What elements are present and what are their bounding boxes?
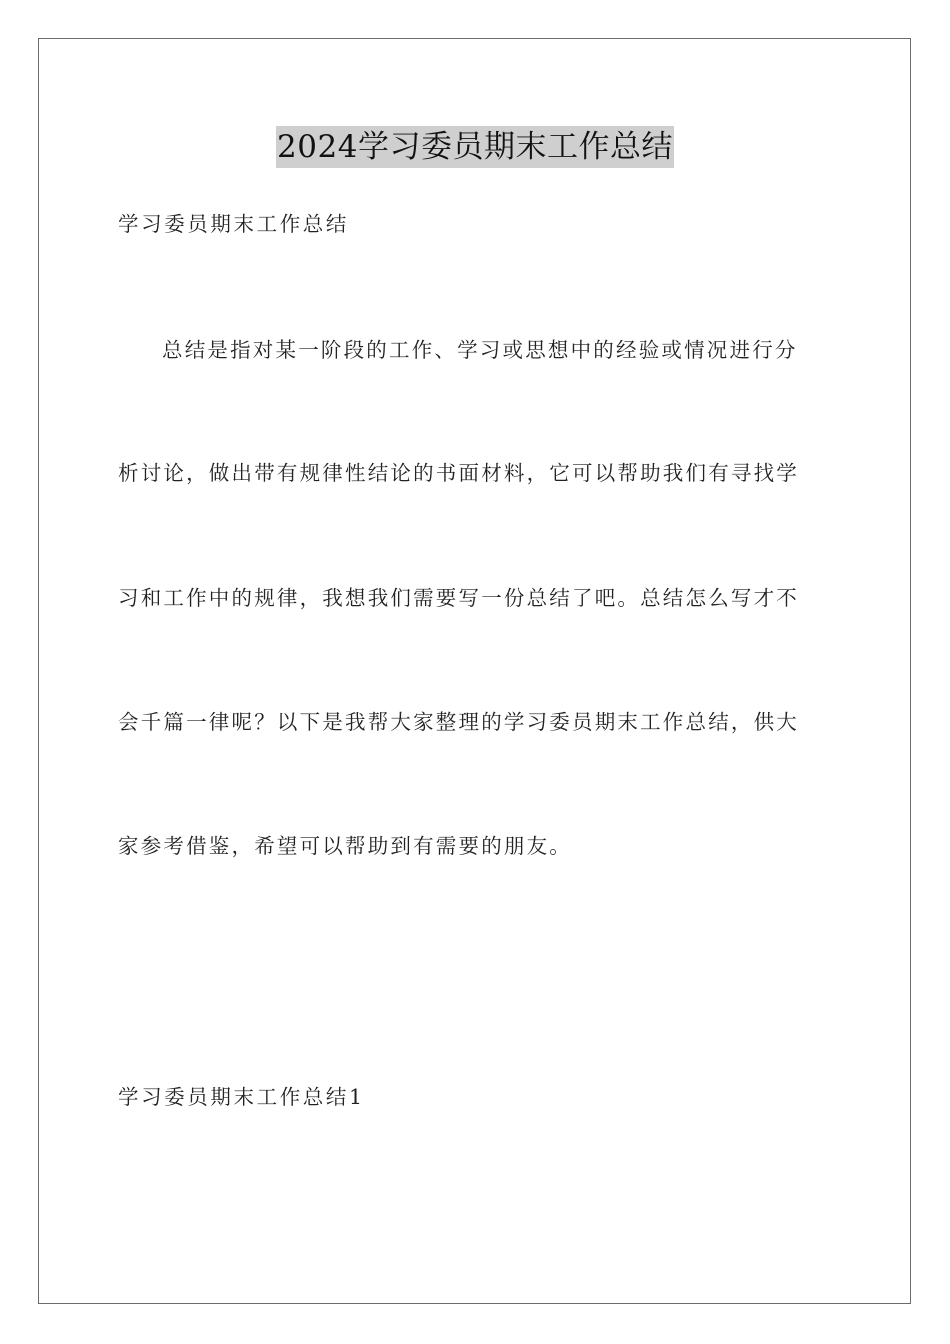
document-title: 2024学习委员期末工作总结: [276, 126, 674, 168]
section-heading: 学习委员期末工作总结1: [118, 1085, 365, 1109]
paragraph-line: 习和工作中的规律，我想我们需要写一份总结了吧。总结怎么写才不: [118, 586, 799, 610]
document-subtitle: 学习委员期末工作总结: [118, 212, 349, 236]
paragraph-line: 总结是指对某一阶段的工作、学习或思想中的经验或情况进行分: [162, 338, 798, 362]
paragraph-line: 会千篇一律呢？以下是我帮大家整理的学习委员期末工作总结，供大: [118, 710, 799, 734]
paragraph-line: 家参考借鉴，希望可以帮助到有需要的朋友。: [118, 834, 572, 858]
paragraph-line: 析讨论，做出带有规律性结论的书面材料，它可以帮助我们有寻找学: [118, 461, 799, 485]
title-container: [0, 126, 950, 168]
